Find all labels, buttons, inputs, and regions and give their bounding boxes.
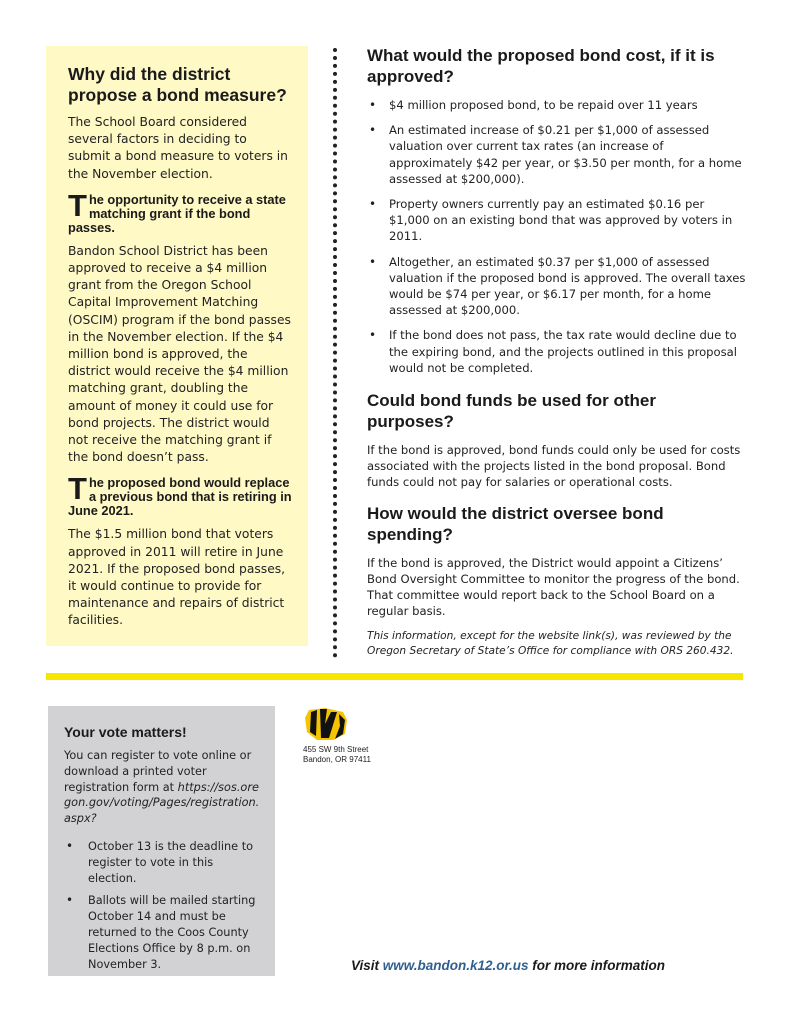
why-bond-box: [46, 46, 308, 646]
replace-bond-body: The $1.5 million bond that voters approved in 2011 will retire in June 2021. If the proposed bond passes, it would continue to provide for maintenance and repairs of district facilities.: [68, 527, 286, 628]
why-bond-intro: The School Board considered several factors in deciding to submit a bond measure to voters in the November election.: [68, 115, 288, 181]
list-item-text: October 13 is the deadline to register to vote in this election.: [88, 839, 254, 885]
grant-body: Bandon School District has been approved to receive a $4 million grant from the Oregon School Capital Improvement Matching (OSCIM) program if the bond passes in the November election. If the $4 million bond is approved, the district would receive the $4 million matching grant, doubling the amount of money it could use for bond projects. The district would not receive the matching grant if the bond doesn’t pass.: [68, 243, 291, 465]
why-bond-heading: Why did the district propose a bond measure?: [68, 64, 287, 105]
vote-box: [48, 706, 275, 976]
list-item: [64, 893, 263, 972]
visit-prefix: Visit: [351, 958, 383, 973]
yellow-divider: [46, 673, 743, 680]
website-link[interactable]: www.bandon.k12.or.us: [382, 958, 529, 973]
list-item-text: $4 million proposed bond, to be repaid over 11 years: [389, 98, 698, 112]
address-line: Bandon, OR 97411: [303, 755, 371, 764]
cost-heading: What would the proposed bond cost, if it is approved?: [367, 46, 715, 86]
grant-subheading-text: he opportunity to receive a state matching grant if the bond passes.: [68, 191, 286, 235]
bandon-tiger-logo-icon: [303, 706, 351, 742]
bullet-icon: •: [369, 254, 377, 269]
list-item: [367, 122, 747, 187]
vote-intro: [64, 748, 263, 827]
funds-body: If the bond is approved, bond funds could only be used for costs associated with the projects listed in the bond proposal. Bond funds could not pay for salaries or operational costs.: [367, 443, 741, 490]
visit-website-line: [351, 958, 665, 973]
cost-bullet-list: [367, 97, 747, 376]
right-column: [367, 45, 747, 670]
vote-bullet-list: [64, 839, 263, 972]
list-item-text: Property owners currently pay an estimated $0.16 per $1,000 on an existing bond that was approved by voters in 2011.: [389, 197, 733, 244]
list-item-text: If the bond does not pass, the tax rate would decline due to the expiring bond, and the projects outlined in this proposal would not be completed.: [389, 328, 737, 375]
oversee-body: If the bond is approved, the District would appoint a Citizens’ Bond Oversight Committee to monitor the progress of the bond. That committee would report back to the School Board on a regular basis.: [367, 555, 740, 619]
list-item-text: An estimated increase of $0.21 per $1,000 of assessed valuation over current tax rates (an increase of approximately $42 per year, or $3.50 per month, for a home assessed at $200,000).: [389, 123, 742, 186]
bullet-icon: •: [369, 98, 377, 112]
bullet-icon: •: [369, 197, 377, 212]
registration-link[interactable]: https://sos.oregon.gov/voting/Pages/registration.aspx?: [64, 780, 260, 826]
address-block: [303, 745, 371, 765]
list-item: [367, 97, 747, 113]
list-item: [367, 196, 747, 245]
bullet-icon: •: [66, 893, 74, 908]
oversee-heading: How would the district oversee bond spending?: [367, 503, 664, 544]
vote-heading: Your vote matters!: [64, 724, 187, 740]
address-line: 455 SW 9th Street: [303, 745, 369, 754]
replace-bond-subheading: [68, 471, 292, 519]
replace-bond-subheading-text: he proposed bond would replace a previous bond that is retiring in June 2021.: [68, 475, 292, 519]
list-item-text: Ballots will be mailed starting October 14 and must be returned to the Coos County Elections Office by 8 p.m. on November 3.: [88, 894, 256, 971]
bullet-icon: •: [369, 328, 377, 343]
disclaimer: This information, except for the website link(s), was reviewed by the Oregon Secretary of State’s Office for compliance with ORS 260.432.: [367, 630, 734, 658]
grant-subheading: [68, 187, 292, 235]
list-item: [367, 327, 747, 376]
list-item: [367, 254, 747, 319]
funds-heading: Could bond funds be used for other purposes?: [367, 391, 656, 432]
list-item: [64, 839, 263, 886]
dropcap-letter: T: [68, 471, 87, 507]
vote-intro-text: You can register to vote online or download a printed voter registration form at: [64, 749, 252, 794]
dropcap-letter: T: [68, 187, 87, 223]
visit-suffix: for more information: [528, 958, 666, 973]
bullet-icon: •: [369, 123, 377, 138]
bullet-icon: •: [66, 838, 74, 853]
list-item-text: Altogether, an estimated $0.37 per $1,000 of assessed valuation if the proposed bond is approved. The overall taxes would be $74 per year, or $6.17 per month, for a home assessed at $200,000.: [389, 254, 746, 318]
dotted-divider: [333, 48, 337, 658]
